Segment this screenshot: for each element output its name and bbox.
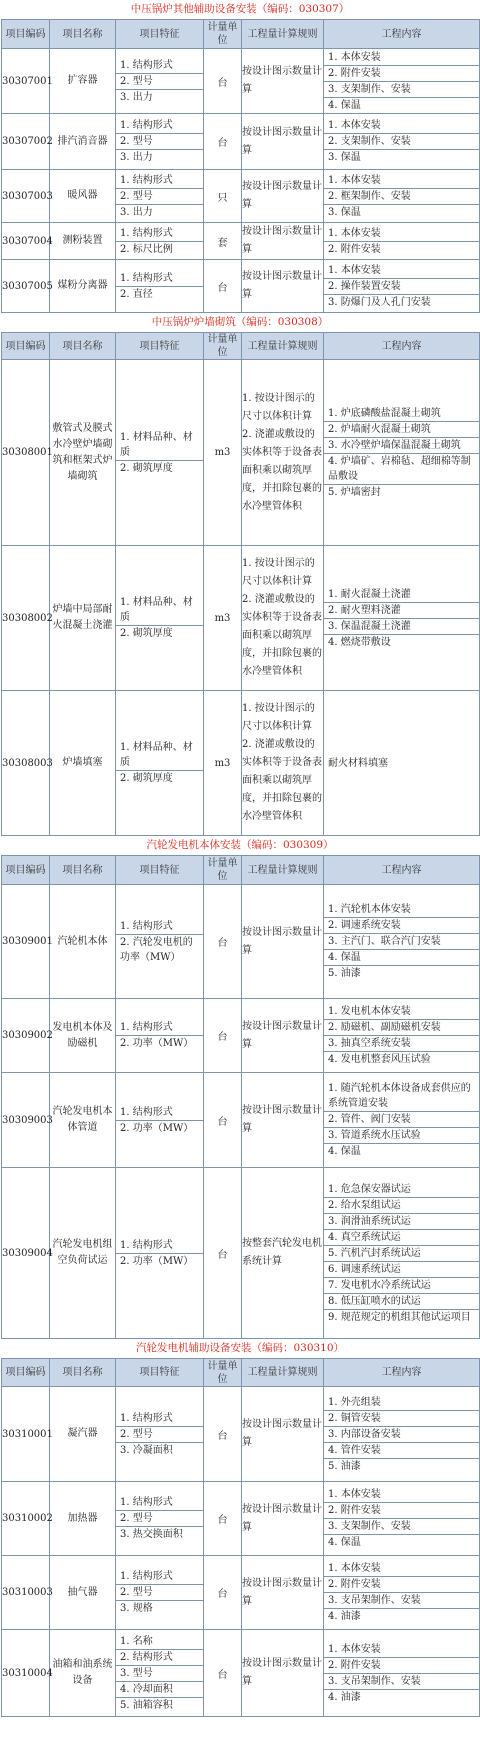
item-unit: 台 <box>204 999 242 1073</box>
work-item: 3. 支架制作、安装 <box>324 1519 479 1535</box>
item-code: 30307001 <box>2 49 50 114</box>
item-work-list <box>324 1395 479 1474</box>
item-unit: 台 <box>204 1073 242 1168</box>
work-item: 3. 润滑油系统试运 <box>324 1214 479 1230</box>
feature-item: 4. 冷却面积 <box>116 1682 203 1698</box>
header-row <box>2 1359 480 1387</box>
item-code: 30309001 <box>2 885 50 999</box>
item-features-list <box>116 1020 203 1051</box>
item-name: 加热器 <box>50 1482 116 1556</box>
work-item: 9. 规范规定的机组其他试运项目 <box>328 1311 471 1323</box>
item-features-list <box>116 1569 203 1616</box>
item-unit: 套 <box>204 223 242 260</box>
item-features <box>116 1168 204 1339</box>
feature-item: 1. 结构形式 <box>116 226 203 242</box>
feature-item: 1. 结构形式 <box>116 1569 203 1585</box>
work-item: 3. 支吊架制作、安装 <box>324 1674 479 1690</box>
feature-item: 3. 出力 <box>120 152 153 163</box>
column-header: 计量单位 <box>204 1359 242 1387</box>
item-rule: 1. 按设计图示的尺寸以体积计算 2. 浇灌或敷设的实体积等于设备表面积乘以砌筑厚度，并扣除包裹的水冷壁管体积 <box>242 691 324 836</box>
work-item: 4. 保温 <box>328 99 361 111</box>
feature-item: 1. 结构形式 <box>116 173 203 189</box>
column-header: 项目名称 <box>50 20 116 49</box>
item-features <box>116 49 204 114</box>
work-item: 5. 油漆 <box>328 1460 361 1472</box>
section-title: 汽轮发电机本体安装（编码：030309） <box>146 839 334 851</box>
work-item: 1. 外壳组装 <box>324 1395 479 1411</box>
table-row <box>2 223 480 260</box>
item-code: 30308002 <box>2 546 50 691</box>
item-features-list <box>116 271 203 302</box>
item-features-list <box>116 118 203 165</box>
item-work <box>324 691 480 836</box>
work-item: 2. 操作装置安装 <box>324 279 479 295</box>
item-unit: 台 <box>204 1630 242 1717</box>
item-features <box>116 260 204 313</box>
work-item: 2. 励磁机、副励磁机安装 <box>324 1020 479 1036</box>
work-item: 耐火材料填塞 <box>328 757 388 769</box>
work-item: 6. 调速系统试运 <box>324 1262 479 1278</box>
work-item: 1. 本体安装 <box>324 118 479 134</box>
item-code: 30307005 <box>2 260 50 313</box>
work-item: 5. 炉墙密封 <box>328 486 381 498</box>
work-item: 2. 支架制作、安装 <box>324 134 479 150</box>
work-item: 5. 汽机汽封系统试运 <box>324 1246 479 1262</box>
table-row <box>2 260 480 313</box>
feature-item: 3. 出力 <box>120 91 153 103</box>
item-features <box>116 691 204 836</box>
item-work-list <box>324 263 479 310</box>
item-work-list <box>324 50 479 113</box>
table-row <box>2 49 480 114</box>
work-item: 1. 本体安装 <box>324 50 479 66</box>
item-features-list <box>116 173 203 220</box>
column-header: 项目特征 <box>116 856 204 885</box>
item-features <box>116 885 204 999</box>
section-title: 汽轮发电机辅助设备安装（编码：030310） <box>135 1342 345 1354</box>
feature-item: 1. 结构形式 <box>116 1495 203 1511</box>
item-features-list <box>116 919 203 965</box>
item-unit: 台 <box>204 260 242 313</box>
feature-item: 2. 型号 <box>116 189 203 205</box>
section-title: 中压锅炉炉墙砌筑（编码：030308） <box>151 316 329 328</box>
feature-item: 1. 结构形式 <box>116 919 203 935</box>
item-name: 抽气器 <box>50 1556 116 1630</box>
item-unit: m3 <box>204 546 242 691</box>
work-item: 1. 危急保安器试运 <box>324 1182 479 1198</box>
work-item: 3. 内部设备安装 <box>324 1427 479 1443</box>
item-features-list <box>116 1495 203 1542</box>
item-work <box>324 170 480 223</box>
item-work <box>324 1073 480 1168</box>
work-item: 1. 本体安装 <box>324 263 479 279</box>
item-rule: 按设计图示数量计算 <box>242 260 324 313</box>
feature-item: 2. 型号 <box>116 1511 203 1527</box>
work-item: 3. 抽真空系统安装 <box>324 1036 479 1052</box>
feature-item: 2. 功率（MW） <box>120 1038 194 1049</box>
table-row <box>2 1168 480 1339</box>
item-rule: 1. 按设计图示的尺寸以体积计算 2. 浇灌或敷设的实体积等于设备表面积乘以砌筑厚度，并扣除包裹的水冷壁管体积 <box>242 546 324 691</box>
work-item: 3. 防爆门及人孔门安装 <box>328 296 431 308</box>
item-rule: 按设计图示数量计算 <box>242 170 324 223</box>
column-header: 计量单位 <box>204 856 242 885</box>
feature-item: 5. 油箱容积 <box>120 1699 173 1711</box>
item-rule: 按设计图示数量计算 <box>242 223 324 260</box>
work-item: 2. 附件安装 <box>324 1658 479 1674</box>
item-unit: m3 <box>204 691 242 836</box>
item-work <box>324 546 480 691</box>
column-header: 项目名称 <box>50 856 116 885</box>
item-name: 汽轮发电机本体管道 <box>50 1073 116 1168</box>
document <box>1 0 479 1717</box>
spec-table <box>1 855 480 1339</box>
item-name: 煤粉分离器 <box>50 260 116 313</box>
item-name: 油箱和油系统 设备 <box>50 1630 116 1717</box>
work-item: 5. 油漆 <box>328 968 361 979</box>
header-row <box>2 20 480 49</box>
item-features <box>116 114 204 170</box>
item-work <box>324 1387 480 1482</box>
item-features-list <box>116 595 203 641</box>
item-name: 发电机本体及 励磁机 <box>50 999 116 1073</box>
feature-item: 2. 型号 <box>116 1427 203 1443</box>
work-item: 4. 保温 <box>328 1146 361 1157</box>
section-title: 中压锅炉其他辅助设备安装（编码：030307） <box>130 3 350 15</box>
item-rule: 按设计图示数量计算 <box>242 1387 324 1482</box>
column-header: 计量单位 <box>204 333 242 360</box>
table-row <box>2 1073 480 1168</box>
item-rule: 按设计图示数量计算 <box>242 114 324 170</box>
work-item: 3. 水冷壁炉墙保温混凝土砌筑 <box>324 438 479 454</box>
item-features-list <box>116 1238 203 1269</box>
item-work-list <box>324 1182 479 1325</box>
item-name: 测粉装置 <box>50 223 116 260</box>
item-work <box>324 360 480 546</box>
item-rule: 1. 按设计图示的尺寸以体积计算 2. 浇灌或敷设的实体积等于设备表面积乘以砌筑厚度，并扣除包裹的水冷壁管体积 <box>242 360 324 546</box>
header-row <box>2 333 480 360</box>
work-item: 2. 铜管安装 <box>324 1411 479 1427</box>
item-features <box>116 999 204 1073</box>
feature-item: 2. 功率（MW） <box>120 1122 194 1134</box>
item-name: 排汽消音器 <box>50 114 116 170</box>
work-item: 3. 主汽门、联合汽门安装 <box>324 934 479 950</box>
work-item: 3. 支吊架制作、安装 <box>324 1593 479 1609</box>
item-work-list <box>324 118 479 165</box>
work-item: 4. 管件安装 <box>324 1443 479 1459</box>
item-features <box>116 170 204 223</box>
table-row <box>2 1556 480 1630</box>
spec-table <box>1 332 480 836</box>
item-code: 30310004 <box>2 1630 50 1717</box>
table-row <box>2 1387 480 1482</box>
feature-item: 2. 砌筑厚度 <box>120 773 173 784</box>
item-work-list <box>324 756 479 771</box>
work-item: 2. 附件安装 <box>328 243 381 255</box>
column-header: 工程内容 <box>324 20 480 49</box>
column-header: 项目名称 <box>50 333 116 360</box>
work-item: 2. 炉墙耐火混凝土砌筑 <box>324 422 479 438</box>
item-name: 汽轮机本体 <box>50 885 116 999</box>
table-row <box>2 1482 480 1556</box>
table-row <box>2 546 480 691</box>
item-rule: 按设计图示数量计算 <box>242 1073 324 1168</box>
feature-item: 2. 标尺比例 <box>120 243 173 255</box>
work-item: 4. 发电机整套风压试验 <box>328 1054 431 1065</box>
table-row <box>2 360 480 546</box>
table-row <box>2 114 480 170</box>
item-rule: 按设计图示数量计算 <box>242 1556 324 1630</box>
feature-item: 1. 结构形式 <box>116 1238 203 1254</box>
column-header: 工程量计算规则 <box>242 20 324 49</box>
item-rule: 按设计图示数量计算 <box>242 49 324 114</box>
item-features <box>116 546 204 691</box>
item-features <box>116 360 204 546</box>
item-unit: 台 <box>204 49 242 114</box>
item-code: 30309002 <box>2 999 50 1073</box>
item-name: 暖风器 <box>50 170 116 223</box>
work-item: 4. 炉墙矿、岩棉毡、超细棉等制品敷设 <box>324 454 479 485</box>
table-row <box>2 999 480 1073</box>
table-row <box>2 170 480 223</box>
item-rule: 按设计图示数量计算 <box>242 885 324 999</box>
item-code: 30308003 <box>2 691 50 836</box>
feature-item: 3. 规格 <box>120 1603 153 1614</box>
work-item: 3. 保温 <box>328 152 361 163</box>
work-item: 4. 油漆 <box>328 1691 361 1703</box>
work-item: 2. 附件安装 <box>324 1503 479 1519</box>
feature-item: 2. 砌筑厚度 <box>120 628 173 639</box>
feature-item: 1. 名称 <box>116 1634 203 1650</box>
feature-item: 2. 直径 <box>120 288 153 300</box>
item-unit: 台 <box>204 1168 242 1339</box>
feature-item: 2. 型号 <box>116 74 203 90</box>
work-item: 8. 低压缸喷水的试运 <box>324 1294 479 1310</box>
item-code: 30309003 <box>2 1073 50 1168</box>
feature-item: 2. 功率（MW） <box>120 1255 194 1267</box>
feature-item: 3. 热交换面积 <box>120 1529 183 1540</box>
work-item: 1. 本体安装 <box>324 1487 479 1503</box>
work-item: 1. 本体安装 <box>324 1561 479 1577</box>
feature-item: 1. 结构形式 <box>116 58 203 74</box>
work-item: 4. 保温 <box>324 950 479 966</box>
feature-item: 1. 材料品种、材质 <box>116 740 203 771</box>
item-code: 30307004 <box>2 223 50 260</box>
item-rule: 按设计图示数量计算 <box>242 1630 324 1717</box>
item-name: 凝汽器 <box>50 1387 116 1482</box>
table-row <box>2 691 480 836</box>
work-item: 4. 油漆 <box>328 1611 361 1622</box>
item-features <box>116 1556 204 1630</box>
item-unit: 台 <box>204 885 242 999</box>
item-work-list <box>324 1642 479 1705</box>
feature-item: 2. 型号 <box>116 1585 203 1601</box>
column-header: 项目编码 <box>2 1359 50 1387</box>
work-item: 1. 炉底磷酸盐混凝土砌筑 <box>324 406 479 422</box>
item-code: 30307002 <box>2 114 50 170</box>
item-work <box>324 1482 480 1556</box>
table-row <box>2 885 480 999</box>
item-code: 30310001 <box>2 1387 50 1482</box>
item-code: 30310003 <box>2 1556 50 1630</box>
item-rule: 按设计图示数量计算 <box>242 999 324 1073</box>
header-row <box>2 856 480 885</box>
item-work <box>324 885 480 999</box>
item-code: 30309004 <box>2 1168 50 1339</box>
item-features <box>116 1387 204 1482</box>
column-header: 项目名称 <box>50 1359 116 1387</box>
item-name: 炉墙填塞 <box>50 691 116 836</box>
item-work-list <box>324 902 479 981</box>
spec-table <box>1 19 480 313</box>
item-work <box>324 1168 480 1339</box>
item-features-list <box>116 226 203 257</box>
item-features-list <box>116 430 203 476</box>
item-work <box>324 999 480 1073</box>
column-header: 项目特征 <box>116 20 204 49</box>
work-item: 4. 燃烧带敷设 <box>328 636 391 648</box>
work-item: 4. 保温 <box>328 1537 361 1548</box>
work-item: 3. 保温 <box>328 206 361 218</box>
item-work-list <box>324 1561 479 1624</box>
item-work-list <box>324 1487 479 1550</box>
column-header: 项目特征 <box>116 333 204 360</box>
item-work-list <box>324 1081 479 1159</box>
item-work-list <box>324 226 479 257</box>
item-work-list <box>324 1004 479 1067</box>
item-work <box>324 114 480 170</box>
feature-item: 1. 结构形式 <box>116 1105 203 1121</box>
item-work-list <box>324 406 479 500</box>
column-header: 工程量计算规则 <box>242 856 324 885</box>
item-work <box>324 260 480 313</box>
column-header: 工程内容 <box>324 856 480 885</box>
work-item: 1. 汽轮机本体安装 <box>324 902 479 918</box>
column-header: 工程量计算规则 <box>242 1359 324 1387</box>
item-rule: 按整套汽轮发电机系统计算 <box>242 1168 324 1339</box>
item-code: 30308001 <box>2 360 50 546</box>
feature-item: 2. 结构形式 <box>116 1650 203 1666</box>
item-rule: 按设计图示数量计算 <box>242 1482 324 1556</box>
item-work <box>324 1556 480 1630</box>
item-unit: 台 <box>204 114 242 170</box>
work-item: 1. 耐火混凝土浇灌 <box>324 587 479 603</box>
column-header: 项目编码 <box>2 856 50 885</box>
item-features-list <box>116 1411 203 1458</box>
item-code: 30307003 <box>2 170 50 223</box>
feature-item: 2. 汽轮发电机的功率（MW） <box>120 936 193 963</box>
feature-item: 3. 冷凝面积 <box>120 1444 173 1456</box>
item-features-list <box>116 1634 203 1713</box>
item-features <box>116 1482 204 1556</box>
work-item: 1. 发电机本体安装 <box>324 1004 479 1020</box>
item-work-list <box>324 587 479 650</box>
column-header: 工程量计算规则 <box>242 333 324 360</box>
work-item: 7. 发电机水冷系统试运 <box>324 1278 479 1294</box>
column-header: 项目编码 <box>2 333 50 360</box>
item-unit: 台 <box>204 1387 242 1482</box>
work-item: 2. 附件安装 <box>324 1577 479 1593</box>
feature-item: 1. 结构形式 <box>116 1020 203 1036</box>
work-item: 2. 管件、阀门安装 <box>324 1112 479 1128</box>
work-item: 4. 真空系统试运 <box>324 1230 479 1246</box>
work-item: 2. 给水泵组试运 <box>324 1198 479 1214</box>
item-features-list <box>116 1105 203 1136</box>
feature-item: 2. 型号 <box>116 134 203 150</box>
work-item: 1. 随汽轮机本体设备成套供应的系统管道安装 <box>324 1081 479 1112</box>
item-name: 敷管式及膜式水冷壁炉墙砌筑和框架式炉墙砌筑 <box>50 360 116 546</box>
column-header: 项目特征 <box>116 1359 204 1387</box>
item-code: 30310002 <box>2 1482 50 1556</box>
work-item: 2. 耐火塑料浇灌 <box>324 603 479 619</box>
item-features-list <box>116 58 203 105</box>
column-header: 工程内容 <box>324 1359 480 1387</box>
item-work-list <box>324 173 479 220</box>
item-unit: 只 <box>204 170 242 223</box>
column-header: 工程内容 <box>324 333 480 360</box>
work-item: 2. 附件安装 <box>324 66 479 82</box>
item-unit: m3 <box>204 360 242 546</box>
item-work <box>324 1630 480 1717</box>
item-features <box>116 1630 204 1717</box>
feature-item: 1. 结构形式 <box>116 1411 203 1427</box>
table-row <box>2 1630 480 1717</box>
feature-item: 3. 出力 <box>120 206 153 218</box>
item-unit: 台 <box>204 1482 242 1556</box>
work-item: 3. 保温混凝土浇灌 <box>324 619 479 635</box>
feature-item: 2. 砌筑厚度 <box>120 462 173 474</box>
feature-item: 1. 结构形式 <box>116 118 203 134</box>
item-features <box>116 223 204 260</box>
work-item: 2. 框架制作、安装 <box>324 189 479 205</box>
item-features-list <box>116 740 203 786</box>
column-header: 计量单位 <box>204 20 242 49</box>
work-item: 2. 调速系统安装 <box>324 918 479 934</box>
item-unit: 台 <box>204 1556 242 1630</box>
item-name: 扩容器 <box>50 49 116 114</box>
work-item: 3. 支架制作、安装 <box>324 82 479 98</box>
item-work <box>324 49 480 114</box>
item-work <box>324 223 480 260</box>
column-header: 项目编码 <box>2 20 50 49</box>
item-name: 汽轮发电机组空负荷试运 <box>50 1168 116 1339</box>
feature-item: 1. 材料品种、材质 <box>116 595 203 626</box>
item-name: 炉墙中局部耐火混凝土浇灌 <box>50 546 116 691</box>
work-item: 3. 管道系统水压试验 <box>324 1128 479 1144</box>
work-item: 1. 本体安装 <box>324 1642 479 1658</box>
work-item: 1. 本体安装 <box>324 173 479 189</box>
item-features <box>116 1073 204 1168</box>
feature-item: 1. 结构形式 <box>116 271 203 287</box>
spec-table <box>1 1358 480 1717</box>
work-item: 1. 本体安装 <box>324 226 479 242</box>
feature-item: 1. 材料品种、材质 <box>116 430 203 461</box>
feature-item: 3. 型号 <box>116 1666 203 1682</box>
